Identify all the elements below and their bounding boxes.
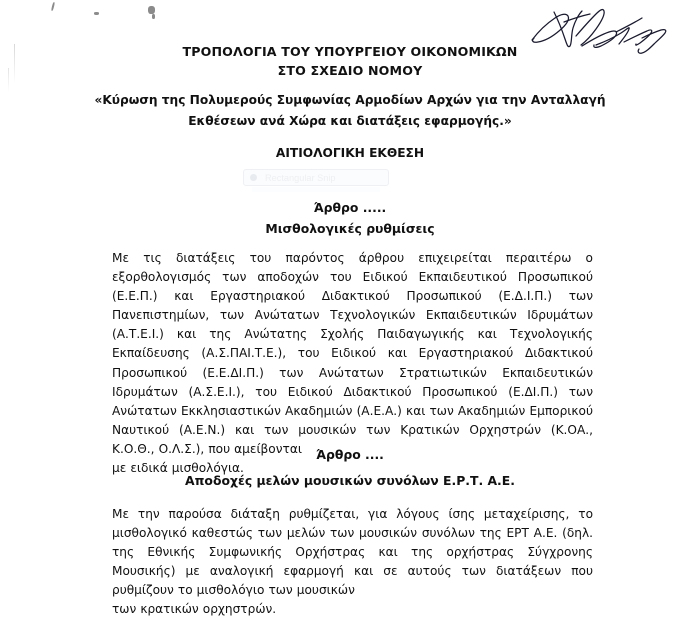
article-1-label: Άρθρο ..... (313, 200, 387, 215)
snipping-tool-toast-shadow (252, 187, 380, 192)
document-subtitle-line-1: «Κύρωση της Πολυμερούς Συμφωνίας Αρμοδίων Αρχών για την Ανταλλαγή (94, 93, 606, 107)
article-1-body-last-line: με ειδικά μισθολόγια. (112, 461, 244, 476)
article-2-body (112, 505, 593, 620)
snip-mode-icon (250, 174, 257, 181)
document-subtitle-line-2: Εκθέσεων ανά Χώρα και διατάξεις εφαρμογής.» (188, 114, 512, 128)
scan-speck (51, 2, 55, 11)
snipping-tool-label: Rectangular Snip (265, 172, 336, 183)
document-title-line-1: ΤΡΟΠΟΛΟΓΙΑ ΤΟΥ ΥΠΟΥΡΓΕΙΟΥ ΟΙΚΟΝΟΜΙΚΩΝ (182, 44, 518, 59)
scan-speck (148, 6, 155, 14)
scan-speck (152, 14, 155, 19)
snipping-tool-toast (243, 169, 389, 186)
article-1-body (112, 249, 593, 478)
document-title-line-2: ΣΤΟ ΣΧΕΔΙΟ ΝΟΜΟΥ (277, 63, 423, 78)
article-2-label: Άρθρο .... (316, 447, 384, 462)
article-2-body-last-line: των κρατικών ορχηστρών. (112, 602, 277, 617)
article-2-body-text: Με την παρούσα διάταξη ρυθμίζεται, για λόγους ίσης μεταχείρισης, το μισθολογικό καθεστώς των μελών των μουσικών συνόλων της ΕΡΤ Α.Ε. (δηλ. της Εθνικής Συμφωνικής Ορχήστρας και της ορχήστρας Σύγχρονης Μουσικής) με αναλογική εφαρμογή και σε αυτούς των διατάξεων που ρυθμίζουν το μισθολόγιο των μουσικών (112, 507, 593, 598)
article-1-body-text: Με τις διατάξεις του παρόντος άρθρου επιχειρείται περαιτέρω ο εξορθολογισμός των αποδοχών του Ειδικού Εκπαιδευτικού Προσωπικού (Ε.Ε.Π.) και Εργαστηριακού Διδακτικού Προσωπικού (Ε.Δ.Ι.Π.) των Πανεπιστημίων, των Ανώτατων Τεχνολογικών Εκπαιδευτικών Ιδρυμάτων (Α.Τ.Ε.Ι.) και της Ανώτατης Σχολής Παιδαγωγικής και Τεχνολογικής Εκπαίδευσης (Α.Σ.ΠΑΙ.Τ.Ε.), του Ειδικού και Εργαστηριακού Διδακτικού Προσωπικού (Ε.Ε.ΔΙ.Π.) των Ανώτατων Στρατιωτικών Εκπαιδευτικών Ιδρυμάτων (Α.Σ.Ε.Ι.), του Ειδικού Διδακτικού Προσωπικού (Ε.ΔΙ.Π.) των Ανώτατων Εκκλησιαστικών Ακαδημιών (Α.Ε.Α.) και των Ακαδημιών Εμπορικού Ναυτικού (Α.Ε.Ν.) και των μουσικών των Κρατικών Ορχηστρών (Κ.ΟΑ., Κ.Ο.Θ., Ο.Λ.Σ.), που αμείβονται (112, 251, 593, 456)
article-1-subject: Μισθολογικές ρυθμίσεις (265, 221, 435, 236)
scan-speck (94, 12, 99, 15)
article-2-subject: Αποδοχές μελών μουσικών συνόλων Ε.Ρ.Τ. Α.Ε. (185, 473, 515, 488)
explanatory-report-heading: ΑΙΤΙΟΛΟΓΙΚΗ ΕΚΘΕΣΗ (275, 146, 425, 160)
